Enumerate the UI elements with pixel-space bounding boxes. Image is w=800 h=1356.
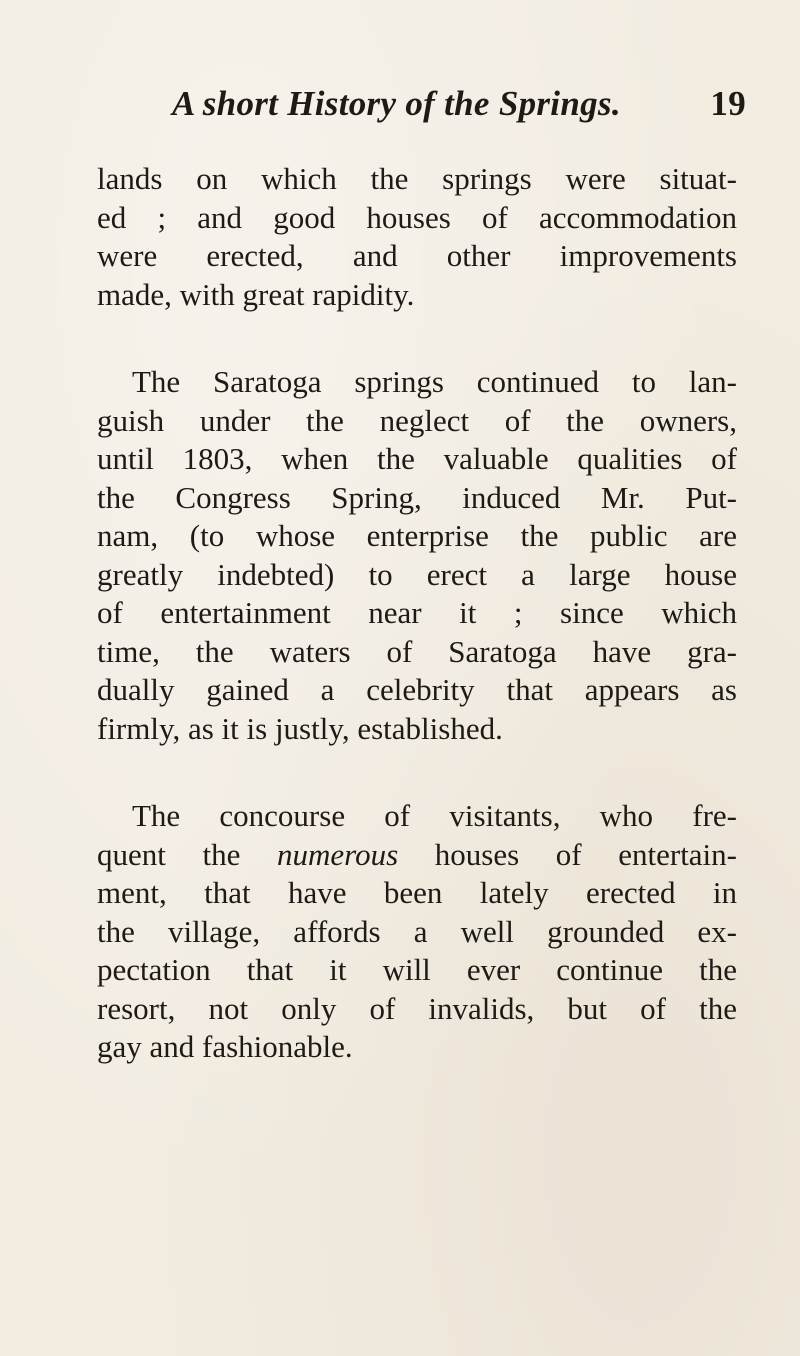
text-line: ment, that have been lately erected in — [97, 875, 737, 910]
text-line: greatly indebted) to erect a large house — [97, 556, 737, 592]
text-line: pectation that it will ever continue the — [97, 952, 737, 987]
text-line: guish under the neglect of the owners, — [97, 402, 737, 438]
text-line: until 1803, when the valuable qualities of — [97, 441, 737, 476]
text-line: ed ; and good houses of accommodation — [97, 199, 737, 235]
paragraph-gap — [97, 748, 737, 797]
paragraph-2 — [97, 363, 737, 748]
text-line: the Congress Spring, induced Mr. Put- — [97, 479, 737, 515]
text-line — [97, 836, 737, 875]
paragraph-gap — [97, 314, 737, 363]
emphasized-word: numerous — [277, 836, 399, 872]
text-line: made, with great rapidity. — [97, 276, 415, 312]
body-text — [97, 160, 737, 1067]
text-line: resort, not only of invalids, but of the — [97, 990, 737, 1026]
running-head-title: A short History of the Springs. — [172, 84, 621, 123]
text-line: the village, affords a well grounded ex- — [97, 913, 737, 949]
text-fragment: quent the — [97, 836, 278, 872]
paragraph-1 — [97, 160, 737, 314]
paragraph-3 — [97, 797, 737, 1067]
text-line: lands on which the springs were situat- — [97, 161, 737, 196]
text-line: gay and fashionable. — [97, 1029, 353, 1064]
page-number: 19 — [710, 84, 746, 123]
running-head — [172, 84, 752, 140]
text-line: firmly, as it is justly, established. — [97, 710, 503, 746]
text-line: The Saratoga springs continued to lan- — [132, 364, 737, 399]
text-line: time, the waters of Saratoga have gra- — [97, 633, 737, 669]
text-line: nam, (to whose enterprise the public are — [97, 518, 737, 553]
text-line: were erected, and other improvements — [97, 238, 737, 273]
text-line: The concourse of visitants, who fre- — [132, 798, 737, 833]
text-fragment: houses of entertain- — [398, 836, 737, 872]
text-line: dually gained a celebrity that appears as — [97, 672, 737, 707]
text-line: of entertainment near it ; since which — [97, 595, 737, 630]
